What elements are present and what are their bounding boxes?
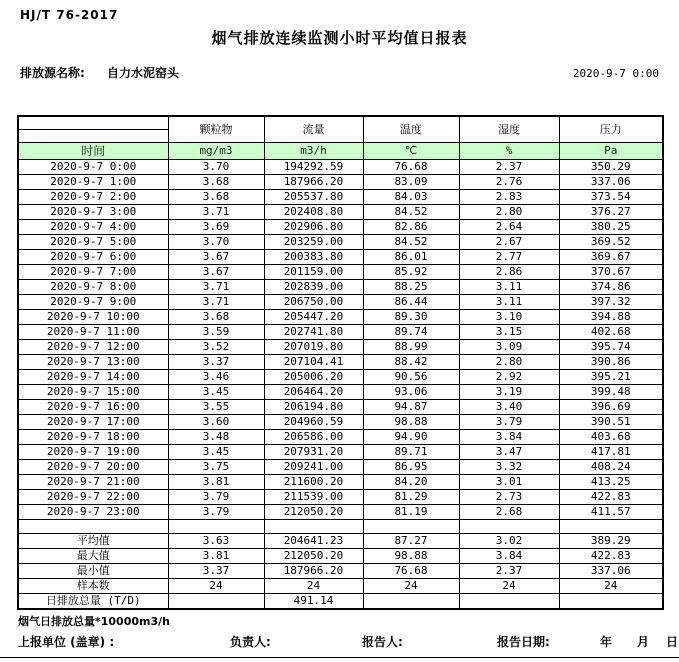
value-cell: 76.68 [363,564,459,579]
value-cell: 3.84 [459,430,559,445]
value-cell: 3.48 [168,430,264,445]
time-cell: 2020-9-7 20:00 [18,460,168,475]
value-cell: 399.48 [559,385,663,400]
time-cell: 2020-9-7 2:00 [18,190,168,205]
value-cell: 85.92 [363,265,459,280]
value-cell: 86.01 [363,250,459,265]
value-cell: 24 [363,579,459,594]
value-cell: 2.68 [459,505,559,520]
table-row [18,325,663,340]
table-row [18,310,663,325]
value-cell: 3.40 [459,400,559,415]
value-cell: 2.86 [459,265,559,280]
value-cell: 417.81 [559,445,663,460]
value-cell: 422.83 [559,490,663,505]
value-cell [168,594,264,610]
value-cell: 413.25 [559,475,663,490]
value-cell: 86.44 [363,295,459,310]
value-cell: 206464.20 [264,385,363,400]
time-cell: 2020-9-7 8:00 [18,280,168,295]
value-cell: 3.32 [459,460,559,475]
summary-row [18,534,663,549]
value-cell: 3.09 [459,340,559,355]
time-cell: 2020-9-7 4:00 [18,220,168,235]
header-row-names [18,116,663,130]
value-cell: 83.09 [363,175,459,190]
summary-label-cell: 最大值 [18,549,168,564]
summary-label-cell: 日排放总量 (T/D) [18,594,168,610]
value-cell: 206194.80 [264,400,363,415]
value-cell: 202839.00 [264,280,363,295]
value-cell: 3.47 [459,445,559,460]
value-cell: 337.06 [559,564,663,579]
value-cell [264,520,363,534]
table-row [18,370,663,385]
value-cell: 3.15 [459,325,559,340]
value-cell: 403.68 [559,430,663,445]
time-cell: 2020-9-7 3:00 [18,205,168,220]
value-cell [168,520,264,534]
report-datetime: 2020-9-7 0:00 [572,67,659,80]
value-cell: 2.37 [459,564,559,579]
table-row [18,415,663,430]
report-table [17,115,664,610]
value-cell: 3.71 [168,280,264,295]
value-cell: 408.24 [559,460,663,475]
summary-label-cell: 样本数 [18,579,168,594]
unit-pm: mg/m3 [168,143,264,160]
value-cell: 3.67 [168,265,264,280]
value-cell: 2.77 [459,250,559,265]
unit-temperature: ℃ [363,143,459,160]
value-cell: 3.10 [459,310,559,325]
unit-row [18,143,663,160]
time-cell: 2020-9-7 14:00 [18,370,168,385]
value-cell: 84.52 [363,235,459,250]
table-row [18,235,663,250]
time-cell: 2020-9-7 1:00 [18,175,168,190]
value-cell: 81.29 [363,490,459,505]
value-cell: 88.25 [363,280,459,295]
value-cell [559,594,663,610]
day-label: 日 [666,635,679,649]
value-cell: 3.11 [459,295,559,310]
value-cell [363,594,459,610]
value-cell: 86.95 [363,460,459,475]
value-cell: 205537.80 [264,190,363,205]
page-title: 烟气排放连续监测小时平均值日报表 [211,29,468,47]
time-cell: 2020-9-7 17:00 [18,415,168,430]
value-cell: 370.67 [559,265,663,280]
value-cell: 3.79 [459,415,559,430]
value-cell: 2.80 [459,205,559,220]
table-row [18,505,663,520]
value-cell: 202906.80 [264,220,363,235]
column-header-humidity: 湿度 [459,116,559,143]
value-cell: 3.63 [168,534,264,549]
table-row [18,280,663,295]
month-label: 月 [637,635,650,649]
value-cell: 200383.80 [264,250,363,265]
value-cell: 3.46 [168,370,264,385]
value-cell: 202408.80 [264,205,363,220]
value-cell: 82.86 [363,220,459,235]
value-cell: 206750.00 [264,295,363,310]
value-cell: 94.90 [363,430,459,445]
value-cell: 3.79 [168,505,264,520]
table-row [18,355,663,370]
value-cell: 3.68 [168,175,264,190]
value-cell: 3.71 [168,205,264,220]
time-cell: 2020-9-7 9:00 [18,295,168,310]
value-cell [459,594,559,610]
value-cell: 194292.59 [264,160,363,175]
time-cell: 2020-9-7 19:00 [18,445,168,460]
source-name-value: 自力水泥窑头 [107,66,180,80]
value-cell: 3.84 [459,549,559,564]
report-unit-label: 上报单位 (盖章) : [18,635,115,649]
time-cell: 2020-9-7 23:00 [18,505,168,520]
table-row [18,295,663,310]
value-cell: 3.37 [168,355,264,370]
time-cell: 2020-9-7 12:00 [18,340,168,355]
value-cell: 202741.80 [264,325,363,340]
time-cell: 2020-9-7 10:00 [18,310,168,325]
value-cell: 394.88 [559,310,663,325]
value-cell: 2.37 [459,160,559,175]
value-cell: 98.88 [363,549,459,564]
header-empty-cell [18,130,168,143]
standard-code: HJ/T 76-2017 [20,8,119,22]
time-cell: 2020-9-7 0:00 [18,160,168,175]
table-row [18,340,663,355]
value-cell: 3.02 [459,534,559,549]
table-row [18,175,663,190]
summary-row [18,579,663,594]
value-cell: 76.68 [363,160,459,175]
time-cell: 2020-9-7 18:00 [18,430,168,445]
value-cell: 390.86 [559,355,663,370]
time-cell: 2020-9-7 22:00 [18,490,168,505]
value-cell: 3.45 [168,445,264,460]
value-cell: 211600.20 [264,475,363,490]
value-cell: 212050.20 [264,549,363,564]
value-cell: 89.30 [363,310,459,325]
value-cell: 2.73 [459,490,559,505]
unit-humidity: % [459,143,559,160]
value-cell: 84.52 [363,205,459,220]
value-cell: 2.83 [459,190,559,205]
value-cell: 395.21 [559,370,663,385]
value-cell: 24 [264,579,363,594]
value-cell: 402.68 [559,325,663,340]
value-cell: 212050.20 [264,505,363,520]
bottom-divider [0,657,679,658]
value-cell: 3.01 [459,475,559,490]
reporter-label: 报告人: [362,635,403,649]
column-header-pm: 颗粒物 [168,116,264,143]
summary-row [18,549,663,564]
value-cell: 88.99 [363,340,459,355]
column-header-temperature: 温度 [363,116,459,143]
value-cell: 90.56 [363,370,459,385]
source-name-label: 排放源名称: [20,66,85,80]
time-cell: 2020-9-7 21:00 [18,475,168,490]
time-cell: 2020-9-7 16:00 [18,400,168,415]
value-cell: 2.64 [459,220,559,235]
value-cell: 2.92 [459,370,559,385]
value-cell: 2.76 [459,175,559,190]
value-cell: 94.87 [363,400,459,415]
value-cell: 205447.20 [264,310,363,325]
value-cell: 89.74 [363,325,459,340]
value-cell: 374.86 [559,280,663,295]
value-cell: 3.70 [168,160,264,175]
value-cell: 2.67 [459,235,559,250]
table-row [18,430,663,445]
value-cell: 2.80 [459,355,559,370]
value-cell: 3.70 [168,235,264,250]
value-cell: 389.29 [559,534,663,549]
value-cell: 205006.20 [264,370,363,385]
value-cell: 207104.41 [264,355,363,370]
time-cell: 2020-9-7 6:00 [18,250,168,265]
value-cell: 3.69 [168,220,264,235]
value-cell: 207931.20 [264,445,363,460]
value-cell: 380.25 [559,220,663,235]
value-cell: 3.71 [168,295,264,310]
table-row [18,265,663,280]
value-cell: 3.67 [168,250,264,265]
unit-flow: m3/h [264,143,363,160]
value-cell: 395.74 [559,340,663,355]
value-cell: 397.32 [559,295,663,310]
footer-note: 烟气日排放总量*10000m3/h [18,615,170,628]
value-cell: 89.71 [363,445,459,460]
value-cell: 369.67 [559,250,663,265]
value-cell: 24 [559,579,663,594]
value-cell: 3.59 [168,325,264,340]
table-row [18,220,663,235]
report-table-wrap [17,115,664,610]
responsible-person-label: 负责人: [230,635,271,649]
summary-row [18,564,663,579]
value-cell: 187966.20 [264,175,363,190]
table-row [18,250,663,265]
time-cell: 2020-9-7 11:00 [18,325,168,340]
value-cell: 201159.00 [264,265,363,280]
value-cell: 98.88 [363,415,459,430]
value-cell: 3.68 [168,310,264,325]
time-column-header: 时间 [18,143,168,160]
unit-pressure: Pa [559,143,663,160]
table-row [18,460,663,475]
value-cell: 204960.59 [264,415,363,430]
table-row [18,475,663,490]
value-cell: 209241.00 [264,460,363,475]
time-cell: 2020-9-7 7:00 [18,265,168,280]
column-header-pressure: 压力 [559,116,663,143]
source-row [20,64,659,81]
value-cell: 3.37 [168,564,264,579]
value-cell: 187966.20 [264,564,363,579]
spacer-row [18,520,663,534]
value-cell: 3.75 [168,460,264,475]
value-cell: 390.51 [559,415,663,430]
value-cell: 206586.00 [264,430,363,445]
value-cell: 87.27 [363,534,459,549]
value-cell: 3.11 [459,280,559,295]
value-cell: 84.03 [363,190,459,205]
summary-row [18,594,663,610]
value-cell: 376.27 [559,205,663,220]
value-cell: 3.68 [168,190,264,205]
value-cell: 24 [168,579,264,594]
value-cell: 81.19 [363,505,459,520]
header-empty-cell [18,116,168,130]
value-cell: 3.55 [168,400,264,415]
value-cell: 203259.00 [264,235,363,250]
value-cell: 3.81 [168,475,264,490]
table-row [18,490,663,505]
value-cell: 3.60 [168,415,264,430]
value-cell: 350.29 [559,160,663,175]
summary-label-cell: 最小值 [18,564,168,579]
value-cell: 3.45 [168,385,264,400]
time-cell: 2020-9-7 5:00 [18,235,168,250]
time-cell: 2020-9-7 13:00 [18,355,168,370]
value-cell: 3.19 [459,385,559,400]
time-cell: 2020-9-7 15:00 [18,385,168,400]
column-header-flow: 流量 [264,116,363,143]
value-cell [363,520,459,534]
value-cell: 396.69 [559,400,663,415]
value-cell: 411.57 [559,505,663,520]
value-cell: 373.54 [559,190,663,205]
table-row [18,205,663,220]
value-cell [459,520,559,534]
value-cell: 24 [459,579,559,594]
value-cell: 491.14 [264,594,363,610]
value-cell: 3.79 [168,490,264,505]
value-cell: 93.06 [363,385,459,400]
value-cell: 211539.00 [264,490,363,505]
value-cell: 3.52 [168,340,264,355]
report-date-label: 报告日期: [497,635,550,649]
table-row [18,160,663,175]
table-row [18,445,663,460]
value-cell: 84.20 [363,475,459,490]
value-cell: 422.83 [559,549,663,564]
year-label: 年 [600,635,613,649]
value-cell: 337.06 [559,175,663,190]
summary-label-cell: 平均值 [18,534,168,549]
value-cell: 207019.80 [264,340,363,355]
report-table-body [18,116,663,609]
value-cell: 88.42 [363,355,459,370]
table-row [18,190,663,205]
value-cell: 3.81 [168,549,264,564]
value-cell: 204641.23 [264,534,363,549]
value-cell [559,520,663,534]
value-cell: 369.52 [559,235,663,250]
spacer-cell [18,520,168,534]
table-row [18,400,663,415]
table-row [18,385,663,400]
source-name-group [20,64,179,81]
